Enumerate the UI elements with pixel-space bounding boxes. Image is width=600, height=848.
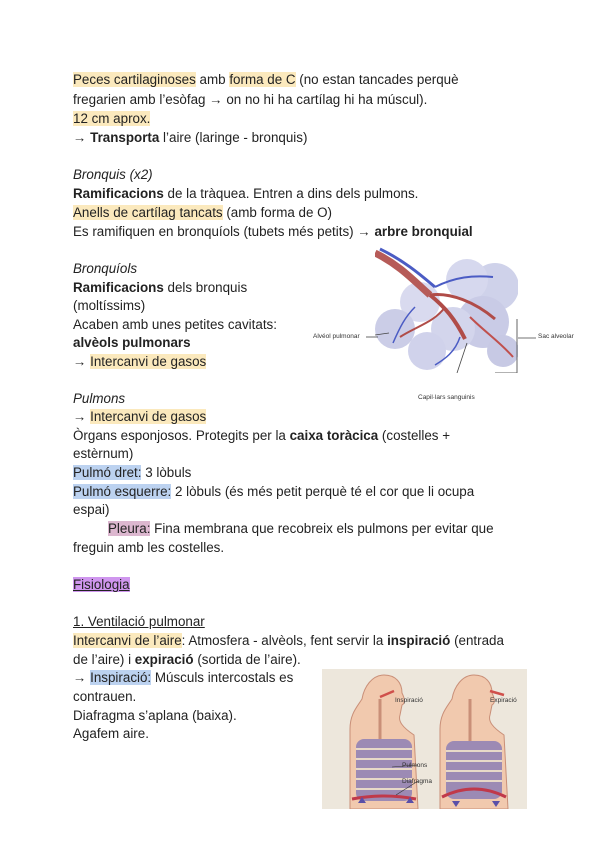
highlight: Intercanvi de gasos bbox=[90, 409, 207, 424]
fisiologia-line-5: Diafragma s’aplana (baixa). bbox=[73, 708, 237, 723]
highlight: Intercanvi de gasos bbox=[90, 354, 207, 369]
pulmons-title: Pulmons bbox=[73, 391, 126, 406]
label-inspiracio: Inspiració bbox=[395, 697, 423, 704]
text: (entrada bbox=[450, 633, 504, 648]
text: Músculs intercostals es bbox=[151, 670, 294, 685]
text: (no estan tancades perquè bbox=[295, 72, 459, 87]
text: : Atmosfera - alvèols, fent servir la bbox=[181, 633, 388, 648]
fisiologia-line-4: contrauen. bbox=[73, 689, 137, 704]
pointer-line bbox=[366, 335, 378, 339]
text: de l’aire) i bbox=[73, 652, 135, 667]
fisiologia-line-1 bbox=[73, 632, 504, 650]
highlight: Pulmó dret: bbox=[73, 465, 142, 480]
bronquiols-line-5 bbox=[73, 353, 206, 371]
trachea-line-4 bbox=[73, 129, 307, 147]
alveoli-drawing bbox=[375, 247, 518, 373]
pulmons-line-1 bbox=[73, 408, 206, 426]
bold-term: Ramificacions bbox=[73, 186, 164, 201]
text: dels bronquis bbox=[163, 280, 248, 295]
text: de la tràquea. Entren a dins dels pulmons. bbox=[163, 186, 419, 201]
highlight: Intercanvi de l’aire bbox=[73, 633, 182, 648]
bronquis-line-1 bbox=[73, 185, 418, 203]
text: Es ramifiquen en bronquíols (tubets més petits) → bbox=[73, 224, 375, 239]
pulmons-line-6: espai) bbox=[73, 502, 110, 517]
fisiologia-line-2 bbox=[73, 651, 301, 669]
alveoli-illustration bbox=[375, 247, 518, 373]
bold-term: inspiració bbox=[387, 633, 451, 648]
highlight: Pleura: bbox=[108, 521, 151, 536]
bold-term: expiració bbox=[134, 652, 194, 667]
pulmons-line-5 bbox=[73, 483, 474, 501]
trachea-line-2: fregarien amb l’esòfag → on no hi ha cartílag hi ha múscul). bbox=[73, 92, 428, 107]
bronquis-title: Bronquis (x2) bbox=[73, 167, 153, 182]
bronquis-line-3 bbox=[73, 223, 473, 241]
fisiologia-line-6: Agafem aire. bbox=[73, 726, 149, 741]
bronquiols-line-4 bbox=[73, 334, 191, 352]
text: l’aire (laringe - bronquis) bbox=[159, 130, 308, 145]
breathing-illustration bbox=[322, 669, 527, 809]
arrow: → bbox=[73, 409, 91, 424]
text: Fina membrana que recobreix els pulmons per evitar que bbox=[150, 521, 494, 536]
highlight: 12 cm aprox. bbox=[73, 111, 151, 126]
pulmons-line-4 bbox=[73, 464, 191, 482]
pulmons-line-3: estèrnum) bbox=[73, 446, 134, 461]
text: (sortida de l’aire). bbox=[193, 652, 301, 667]
bronquis-line-2 bbox=[73, 204, 332, 222]
fisiologia-heading bbox=[73, 576, 130, 594]
bronquiols-line-3: Acaben amb unes petites cavitats: bbox=[73, 317, 277, 332]
highlight: Peces cartilaginoses bbox=[73, 72, 196, 87]
bold-term: Transporta bbox=[90, 130, 160, 145]
highlight: Pulmó esquerre: bbox=[73, 484, 172, 499]
fisiologia-line-3 bbox=[73, 669, 293, 687]
arrow: → bbox=[73, 670, 91, 685]
highlight: forma de C bbox=[229, 72, 296, 87]
label-capillars: Capil·lars sanguinis bbox=[418, 394, 475, 401]
arrow: → bbox=[73, 130, 91, 145]
ventilacio-subheading: 1. Ventilació pulmonar bbox=[73, 614, 205, 629]
text: 3 lòbuls bbox=[141, 465, 192, 480]
text: (costelles + bbox=[378, 428, 451, 443]
text: amb bbox=[195, 72, 230, 87]
label-expiracio: Expiració bbox=[490, 697, 517, 704]
text: 2 lòbuls (és més petit perquè té el cor que li ocupa bbox=[171, 484, 475, 499]
bronquiols-title: Bronquíols bbox=[73, 261, 138, 276]
highlight: Inspiració: bbox=[90, 670, 152, 685]
pulmons-line-2 bbox=[73, 427, 450, 445]
pulmons-line-8: freguin amb les costelles. bbox=[73, 540, 225, 555]
bold-term: Ramificacions bbox=[73, 280, 164, 295]
trachea-line-3 bbox=[73, 110, 150, 128]
highlight: Anells de cartílag tancats bbox=[73, 205, 223, 220]
label-alveol: Alvéol pulmonar bbox=[313, 333, 360, 340]
arrow: → bbox=[73, 354, 91, 369]
bronquiols-line-1 bbox=[73, 279, 247, 297]
text: (amb forma de O) bbox=[222, 205, 333, 220]
label-pulmons: Pulmons bbox=[402, 762, 428, 769]
bold-term: alvèols pulmonars bbox=[73, 335, 191, 350]
pointer-line bbox=[518, 336, 536, 340]
breathing-drawing bbox=[322, 669, 527, 809]
pulmons-line-7 bbox=[108, 520, 494, 538]
bold-term: caixa toràcica bbox=[289, 428, 379, 443]
label-diafragma: Diafragma bbox=[402, 778, 432, 785]
label-sac-alveolar: Sac alveolar bbox=[538, 333, 574, 340]
trachea-line-1 bbox=[73, 71, 459, 89]
bold-term: arbre bronquial bbox=[374, 224, 473, 239]
text: Òrgans esponjosos. Protegits per la bbox=[73, 428, 290, 443]
heading-text: Fisiologia bbox=[73, 577, 130, 592]
bronquiols-line-2: (moltíssims) bbox=[73, 298, 146, 313]
